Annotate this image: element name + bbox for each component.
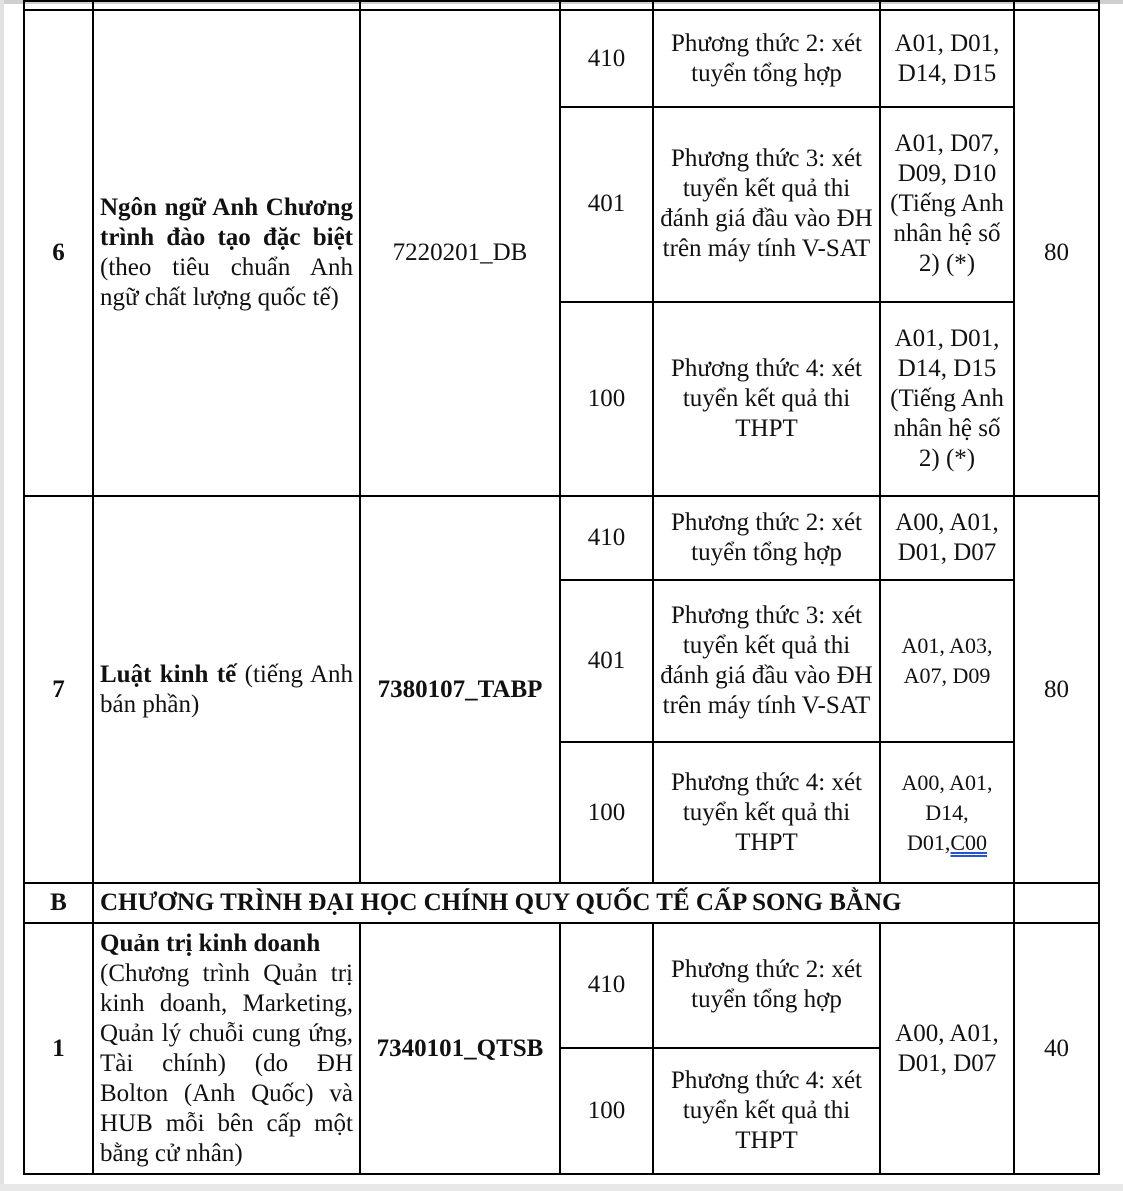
method-code: 410 (560, 10, 653, 107)
subject-combos-tail-a: D01 (906, 829, 945, 855)
subject-combos-tail-b: ,C00 (944, 829, 988, 855)
section-empty-cell (1014, 883, 1099, 923)
method-name: Phương thức 2: xét tuyển tổng hợp (653, 10, 880, 107)
program-code: 7380107_TABP (360, 496, 560, 883)
method-name: Phương thức 4: xét tuyển kết quả thi THPT (653, 742, 880, 883)
table-row (24, 10, 1099, 107)
program-name-issuer: (do ĐH Bolton (Anh Quốc) và HUB mỗi bên cấp một bằng cử nhân) (100, 1049, 354, 1167)
subject-combos: A01, D01, D14, D15 (880, 10, 1014, 107)
method-name: Phương thức 2: xét tuyển tổng hợp (653, 923, 880, 1047)
program-name-note: (tiếng Anh bán phần) (100, 660, 353, 718)
program-code: 7220201_DB (360, 10, 560, 496)
section-title: CHƯƠNG TRÌNH ĐẠI HỌC CHÍNH QUY QUỐC TẾ CẤP SONG BẰNG (93, 883, 1014, 923)
subject-combos: A01, D07, D09, D10 (Tiếng Anh nhân hệ số 2) (*) (880, 107, 1014, 301)
table-row (24, 923, 1099, 1047)
admissions-table (23, 0, 1100, 1175)
page-bottom-edge (0, 1184, 1123, 1191)
method-name: Phương thức 2: xét tuyển tổng hợp (653, 496, 880, 580)
subject-combos: A01, D01, D14, D15 (Tiếng Anh nhân hệ số 2) (*) (880, 302, 1014, 496)
table-row-clipped (24, 1, 1099, 10)
section-label: B (24, 883, 93, 923)
program-name-bold: Quản trị kinh doanh (100, 929, 321, 957)
subject-combos (880, 742, 1014, 883)
row-index: 7 (24, 496, 93, 883)
page-left-edge (0, 0, 4, 1191)
program-name (93, 10, 360, 496)
program-name-note: (Chương trình Quản trị kinh doanh, Marketing, Quản lý chuỗi cung ứng, Tài chính) (100, 959, 353, 1077)
row-index: 6 (24, 10, 93, 496)
table-row (24, 496, 1099, 580)
method-code: 401 (560, 107, 653, 301)
subject-combos: A00, A01, D01, D07 (880, 923, 1014, 1174)
method-code: 410 (560, 496, 653, 580)
row-index: 1 (24, 923, 93, 1174)
method-code: 410 (560, 923, 653, 1047)
method-code: 401 (560, 580, 653, 741)
quota: 80 (1014, 10, 1099, 496)
program-code: 7340101_QTSB (360, 923, 560, 1174)
quota: 40 (1014, 923, 1099, 1174)
method-name: Phương thức 3: xét tuyển kết quả thi đánh giá đầu vào ĐH trên máy tính V-SAT (653, 107, 880, 301)
method-name: Phương thức 4: xét tuyển kết quả thi THPT (653, 302, 880, 496)
method-code: 100 (560, 302, 653, 496)
quota: 80 (1014, 496, 1099, 883)
subject-combos-main: A00, A01, D14, (901, 769, 993, 825)
subject-combos: A00, A01, D01, D07 (880, 496, 1014, 580)
section-header-row (24, 883, 1099, 923)
program-name (93, 496, 360, 883)
program-name (93, 923, 360, 1174)
method-name: Phương thức 3: xét tuyển kết quả thi đánh giá đầu vào ĐH trên máy tính V-SAT (653, 580, 880, 741)
subject-combos: A01, A03, A07, D09 (880, 580, 1014, 741)
method-code: 100 (560, 1048, 653, 1174)
method-code: 100 (560, 742, 653, 883)
program-name-note: (theo tiêu chuẩn Anh ngữ chất lượng quốc tế) (100, 254, 353, 312)
method-name: Phương thức 4: xét tuyển kết quả thi THPT (653, 1048, 880, 1174)
program-name-bold: Luật kinh tế (100, 660, 237, 688)
program-name-bold: Ngôn ngữ Anh Chương trình đào tạo đặc biệt (100, 194, 353, 252)
